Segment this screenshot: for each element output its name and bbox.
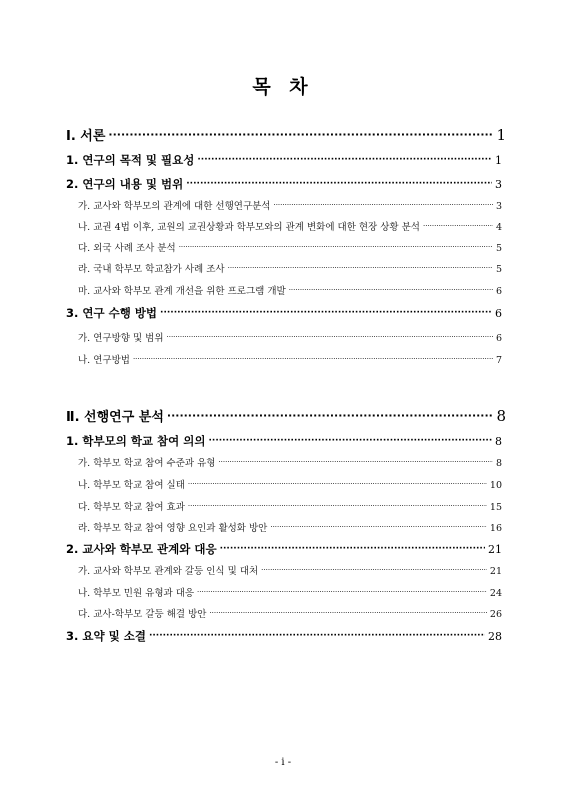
toc-entry-page: 8 [496,407,506,425]
toc-entry-page: 1 [495,154,502,167]
toc-entry-item[interactable] [78,219,502,233]
dot-leader [261,566,487,574]
toc-entry-title: 다. 외국 사례 조사 분석 [78,243,176,254]
toc-entry-page: 26 [489,609,502,620]
toc-entry-title: 2. 교사와 학부모 관계와 대응 [66,542,217,556]
toc-entry-section[interactable] [66,628,502,644]
dot-leader [197,155,492,165]
toc-entry-chapter[interactable] [66,125,506,144]
toc-entry-page: 5 [495,243,502,254]
toc-entry-page: 6 [495,286,502,297]
toc-entry-title: 가. 연구방향 및 범위 [78,333,164,344]
toc-entry-item[interactable] [78,520,502,534]
toc-entry-page: 6 [495,307,502,320]
toc-entry-section[interactable] [66,541,502,557]
toc-entry-item[interactable] [78,240,502,254]
toc-entry-title: 라. 국내 학부모 학교참가 사례 조사 [78,264,225,275]
toc-entry-title: Ⅰ. 서론 [66,129,106,144]
page-title: 목 차 [252,76,314,98]
toc-entry-chapter[interactable] [66,406,506,425]
toc-entry-page: 24 [489,588,502,599]
toc-entry-item[interactable] [78,585,502,599]
toc-entry-item[interactable] [78,477,502,491]
toc-entry-section[interactable] [66,433,502,449]
toc-entry-title: 나. 학부모 학교 참여 실태 [78,480,185,491]
toc-entry-item[interactable] [78,499,502,513]
dot-leader [167,333,493,341]
toc-entry-item[interactable] [78,563,502,577]
toc-entry-page: 10 [489,480,502,491]
toc-entry-title: 1. 연구의 목적 및 필요성 [66,153,195,167]
toc-entry-title: 가. 교사와 학부모의 관계에 대한 선행연구분석 [78,201,271,212]
dot-leader [133,355,493,363]
toc-entry-page: 7 [495,355,502,366]
dot-leader [188,480,487,488]
dot-leader [197,588,487,596]
dot-leader [108,128,493,141]
dot-leader [160,308,492,318]
toc-entry-title: 가. 학부모 학교 참여 수준과 유형 [78,458,216,469]
dot-leader [186,179,492,189]
dot-leader [289,286,493,294]
dot-leader [270,523,487,531]
dot-leader [167,409,494,422]
dot-leader [273,201,492,209]
toc-entry-page: 4 [495,222,502,233]
dot-leader [209,609,486,617]
toc-entry-item[interactable] [78,261,502,275]
toc-entry-title: 3. 연구 수행 방법 [66,306,158,320]
toc-entry-title: 다. 교사-학부모 갈등 해결 방안 [78,609,207,620]
toc-entry-title: 3. 요약 및 소결 [66,629,146,643]
toc-entry-page: 16 [489,523,502,534]
toc-entry-title: 가. 교사와 학부모 관계와 갈등 인식 및 대처 [78,566,259,577]
toc-entry-page: 8 [495,458,502,469]
toc-entry-section[interactable] [66,176,502,192]
toc-entry-title: 나. 교권 4법 이후, 교원의 교권상황과 학부모와의 관계 변화에 대한 현장 상황 분석 [78,222,420,233]
dot-leader [208,436,492,446]
toc-entry-item[interactable] [78,352,502,366]
toc-entry-page: 15 [489,502,502,513]
toc-entry-title: 라. 학부모 학교 참여 영향 요인과 활성화 방안 [78,523,268,534]
toc-entry-item[interactable] [78,455,502,469]
dot-leader [179,243,493,251]
toc-entry-title: 다. 학부모 학교 참여 효과 [78,502,185,513]
toc-entry-page: 21 [489,566,502,577]
toc-entry-page: 21 [488,543,502,556]
dot-leader [220,544,485,554]
toc-entry-page: 3 [495,201,502,212]
toc-entry-page: 5 [495,264,502,275]
dot-leader [188,502,487,510]
toc-entry-title: 1. 학부모의 학교 참여 의의 [66,434,206,448]
toc-entry-item[interactable] [78,283,502,297]
toc-entry-item[interactable] [78,606,502,620]
toc-entry-title: Ⅱ. 선행연구 분석 [66,410,164,425]
toc-entry-page: 3 [495,178,502,191]
dot-leader [228,264,493,272]
toc-entry-page: 1 [496,126,506,144]
dot-leader [149,631,485,641]
toc-entry-page: 6 [495,333,502,344]
toc-entry-section[interactable] [66,305,502,321]
toc-entry-title: 나. 학부모 민원 유형과 대응 [78,588,195,599]
page-number: - i - [274,757,292,768]
dot-leader [218,458,493,466]
toc-entry-item[interactable] [78,330,502,344]
toc-entry-item[interactable] [78,198,502,212]
toc-entry-title: 나. 연구방법 [78,355,130,366]
toc-entry-title: 마. 교사와 학부모 관계 개선을 위한 프로그램 개발 [78,286,286,297]
dot-leader [423,222,493,230]
toc-entry-page: 8 [495,435,502,448]
toc-entry-title: 2. 연구의 내용 및 범위 [66,177,184,191]
toc-entry-section[interactable] [66,152,502,168]
toc-entry-page: 28 [488,630,502,643]
